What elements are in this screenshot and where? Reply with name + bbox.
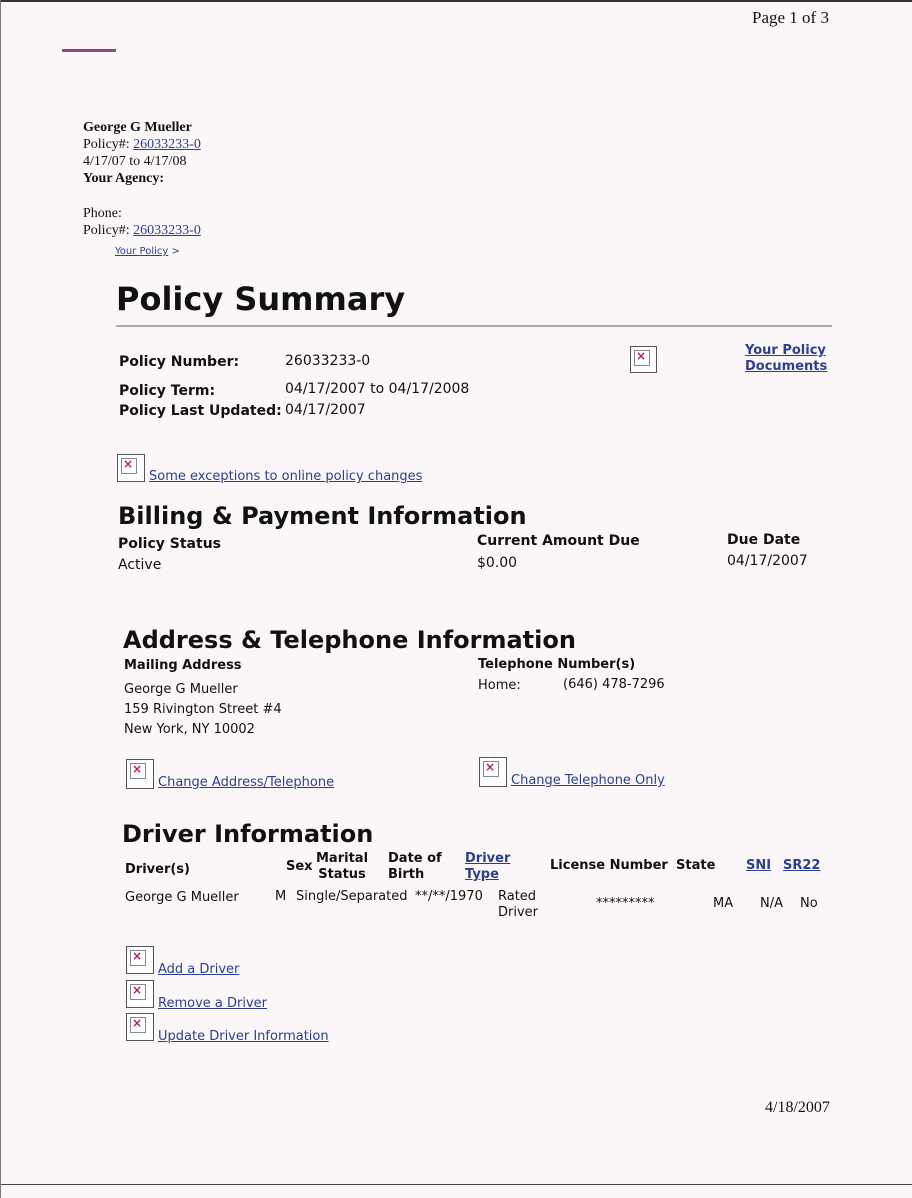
broken-image-icon: [126, 759, 154, 789]
mailing-address: [124, 680, 282, 740]
col-sr22-link[interactable]: SR22: [783, 858, 821, 873]
docs-line-1: Your Policy: [745, 343, 826, 358]
driver-marital: Single/Separated: [296, 889, 408, 904]
broken-image-icon: [117, 454, 145, 482]
docs-line-2: Documents: [745, 359, 828, 374]
col-driver-type-link[interactable]: [465, 851, 510, 883]
driver-name: George G Mueller: [125, 890, 239, 905]
driver-sex: M: [275, 889, 287, 904]
page-number: Page 1 of 3: [752, 8, 829, 27]
billing-heading: Billing & Payment Information: [118, 502, 527, 530]
left-border: [0, 0, 1, 1198]
address-line-2: 159 Rivington Street #4: [124, 702, 282, 717]
col-type-1: Driver: [465, 851, 511, 866]
page-title: Policy Summary: [116, 280, 406, 318]
col-type-2: Type: [465, 867, 499, 882]
title-rule: [116, 325, 832, 327]
due-date-value: 04/17/2007: [727, 553, 808, 569]
policy-line: [83, 136, 201, 153]
policy-term-label: Policy Term:: [119, 383, 216, 399]
policy-number-label: Policy Number:: [119, 354, 240, 370]
exceptions-link[interactable]: Some exceptions to online policy changes: [149, 469, 423, 484]
scan-mark: [62, 49, 116, 52]
policy-number-link-2[interactable]: 26033233-0: [133, 223, 201, 238]
policy-status-label: Policy Status: [118, 536, 221, 552]
change-address-link[interactable]: Change Address/Telephone: [158, 775, 335, 790]
col-sni-link[interactable]: SNI: [746, 858, 772, 873]
bottom-border: [0, 1184, 912, 1185]
breadcrumb-your-policy[interactable]: Your Policy: [115, 246, 169, 257]
customer-name: George G Mueller: [83, 120, 192, 135]
driver-state: MA: [713, 896, 734, 911]
add-driver-link[interactable]: Add a Driver: [158, 962, 240, 977]
agency-label: Your Agency:: [83, 171, 165, 186]
col-marital: [316, 851, 368, 883]
breadcrumb-separator: >: [171, 246, 180, 257]
col-dob-2: Birth: [388, 867, 425, 882]
driver-type-2: Driver: [498, 905, 539, 920]
mailing-address-label: Mailing Address: [124, 658, 242, 673]
driver-dob: **/**/1970: [415, 889, 483, 904]
col-license: License Number: [550, 858, 668, 873]
driver-sr22: No: [800, 896, 818, 911]
broken-image-icon: [126, 980, 154, 1008]
remove-driver-link[interactable]: Remove a Driver: [158, 996, 267, 1011]
col-sex: Sex: [286, 859, 313, 874]
col-dob-1: Date of: [388, 851, 442, 866]
policy-label: Policy#:: [83, 137, 130, 152]
print-header: [83, 119, 201, 239]
broken-image-icon: [126, 946, 154, 974]
driver-type: [498, 889, 538, 921]
breadcrumb: [115, 246, 180, 257]
footer-date: 4/18/2007: [765, 1099, 830, 1116]
col-marital-1: Marital: [316, 851, 369, 866]
due-date-label: Due Date: [727, 532, 801, 548]
col-marital-2: Status: [318, 867, 366, 882]
col-driver: Driver(s): [125, 862, 190, 877]
broken-image-icon: [479, 757, 507, 787]
policy-status-value: Active: [118, 557, 162, 573]
phone-label: Phone:: [83, 206, 122, 221]
col-state: State: [676, 858, 716, 873]
policy-updated-label: Policy Last Updated:: [119, 403, 282, 419]
policy-line-2: [83, 222, 201, 239]
driver-type-1: Rated: [498, 889, 537, 904]
policy-term-value: 04/17/2007 to 04/17/2008: [285, 381, 470, 397]
policy-number-link[interactable]: 26033233-0: [133, 137, 201, 152]
col-dob: [388, 851, 442, 883]
update-driver-link[interactable]: Update Driver Information: [158, 1029, 329, 1044]
address-heading: Address & Telephone Information: [123, 626, 576, 654]
amount-due-label: Current Amount Due: [477, 533, 640, 549]
address-line-1: George G Mueller: [124, 682, 238, 697]
broken-image-icon: [630, 346, 657, 373]
policy-term-short: 4/17/07 to 4/17/08: [83, 154, 187, 169]
policy-updated-value: 04/17/2007: [285, 402, 366, 418]
driver-heading: Driver Information: [122, 820, 374, 848]
top-border: [0, 0, 912, 2]
broken-image-icon: [126, 1013, 154, 1041]
address-line-3: New York, NY 10002: [124, 722, 255, 737]
driver-sni: N/A: [760, 896, 783, 911]
policy-number-value: 26033233-0: [285, 353, 371, 369]
change-telephone-link[interactable]: Change Telephone Only: [511, 773, 665, 788]
policy-label-2: Policy#:: [83, 223, 130, 238]
amount-due-value: $0.00: [477, 555, 518, 571]
telephone-label: Telephone Number(s): [478, 657, 636, 672]
driver-license: *********: [596, 896, 655, 911]
policy-documents-link[interactable]: [745, 343, 827, 375]
home-phone: (646) 478-7296: [563, 677, 665, 692]
home-label: Home:: [478, 678, 521, 693]
